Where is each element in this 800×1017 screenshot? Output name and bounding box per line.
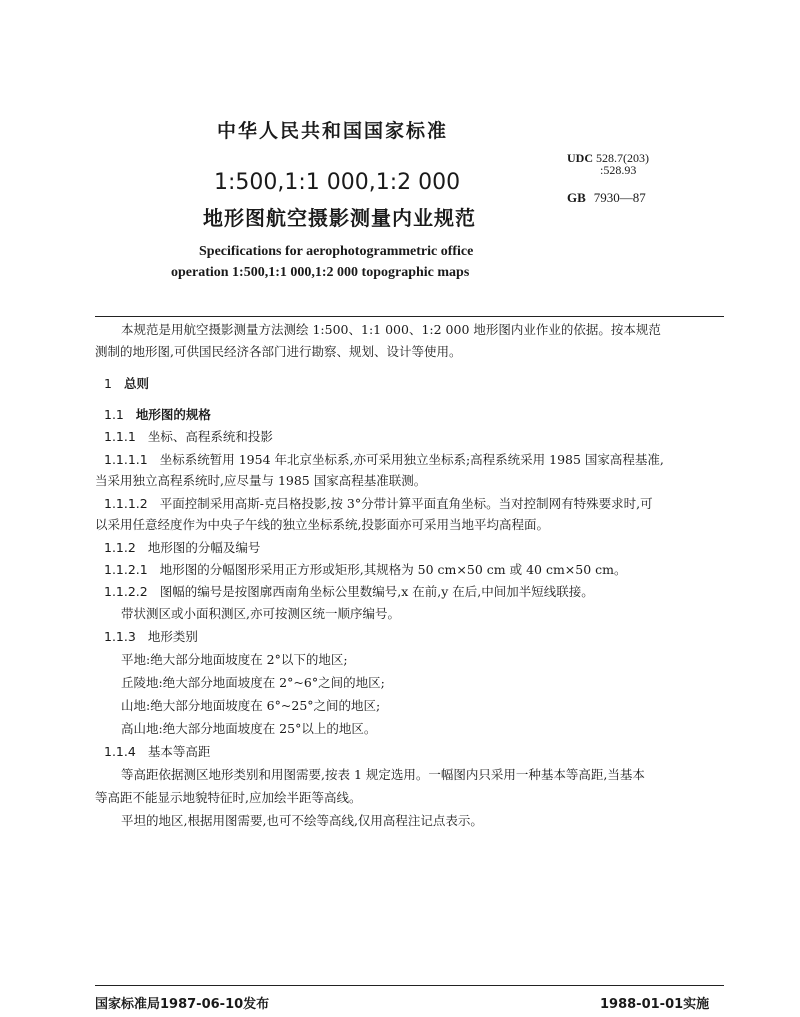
section-1-1-4-heading: [104, 742, 210, 760]
implementation-date: 1988-01-01实施: [600, 997, 710, 1012]
section-number: 1: [104, 376, 112, 391]
terrain-type-item: 山地:绝大部分地面坡度在 6°~25°之间的地区;: [121, 698, 381, 713]
section-title: 地形类别: [147, 629, 198, 644]
section-number: 1.1.3: [104, 629, 136, 644]
clause-1-1-2-2-line2: 带状测区或小面积测区,亦可按测区统一顺序编号。: [121, 606, 400, 621]
clause-1-1-1-1-line2: 当采用独立高程系统时,应尽量与 1985 国家高程基准联测。: [95, 473, 427, 488]
issue-date: 国家标准局1987-06-10发布: [95, 997, 270, 1012]
intro-line1: 本规范是用航空摄影测量方法测绘 1:500、1:1 000、1:2 000 地形图内业作业的依据。按本规范: [121, 322, 661, 337]
header-divider: [95, 316, 724, 317]
section-1-1-heading: [104, 405, 211, 423]
clause-1-1-1-2: [104, 494, 653, 512]
section-title: 地形图的规格: [135, 407, 211, 422]
clause-1-1-2-1: [104, 560, 627, 578]
clause-number: 1.1.2.2: [104, 584, 148, 599]
gb-number: 7930—87: [593, 190, 646, 205]
clause-number: 1.1.1.1: [104, 452, 148, 467]
clause-1-1-1-2-line2: 以采用任意经度作为中央子午线的独立坐标系统,投影面亦可采用当地平均高程面。: [95, 517, 549, 532]
issuing-authority-title: 中华人民共和国国家标准: [217, 120, 449, 142]
scale-title: 1:500,1:1 000,1:2 000: [214, 170, 461, 195]
contour-interval-line3: 平坦的地区,根据用图需要,也可不绘等高线,仅用高程注记点表示。: [121, 813, 483, 828]
clause-number: 1.1.2.1: [104, 562, 148, 577]
section-1-1-3-heading: [104, 627, 198, 645]
footer-divider: [95, 985, 724, 986]
gb-label: GB: [567, 190, 586, 205]
udc-value-line2: :528.93: [600, 163, 637, 177]
document-title-chinese: 地形图航空摄影测量内业规范: [203, 206, 476, 230]
section-1-1-2-heading: [104, 538, 260, 556]
section-number: 1.1.2: [104, 540, 136, 555]
clause-1-1-1-1: [104, 450, 664, 468]
clause-text-line1: 图幅的编号是按图廓西南角坐标公里数编号,x 在前,y 在后,中间加半短线联接。: [159, 584, 594, 599]
contour-interval-line2: 等高距不能显示地貌特征时,应加绘半距等高线。: [95, 790, 362, 805]
clause-number: 1.1.1.2: [104, 496, 148, 511]
udc-value-line1: 528.7(203): [596, 151, 649, 165]
clause-text-line1: 地形图的分幅图形采用正方形或矩形,其规格为 50 cm×50 cm 或 40 cm×50 cm。: [159, 562, 627, 577]
section-title: 坐标、高程系统和投影: [147, 429, 273, 444]
clause-text-line1: 坐标系统暂用 1954 年北京坐标系,亦可采用独立坐标系;高程系统采用 1985 国家高程基准,: [159, 452, 664, 467]
section-title: 基本等高距: [147, 744, 211, 759]
section-number: 1.1.4: [104, 744, 136, 759]
document-title-english-line1: Specifications for aerophotogrammetric office: [199, 244, 474, 259]
terrain-type-item: 平地:绝大部分地面坡度在 2°以下的地区;: [121, 652, 348, 667]
section-1-heading: [104, 374, 149, 392]
section-number: 1.1.1: [104, 429, 136, 444]
section-title: 总则: [123, 376, 149, 391]
terrain-type-item: 丘陵地:绝大部分地面坡度在 2°~6°之间的地区;: [121, 675, 385, 690]
clause-text-line1: 平面控制采用高斯-克吕格投影,按 3°分带计算平面直角坐标。当对控制网有特殊要求时,可: [159, 496, 653, 511]
terrain-type-item: 高山地:绝大部分地面坡度在 25°以上的地区。: [121, 721, 377, 736]
clause-1-1-2-2: [104, 582, 594, 600]
contour-interval-line1: 等高距依据测区地形类别和用图需要,按表 1 规定选用。一幅图内只采用一种基本等高距,当基本: [121, 767, 645, 782]
document-title-english-line2: operation 1:500,1:1 000,1:2 000 topographic maps: [171, 265, 470, 280]
intro-line2: 测制的地形图,可供国民经济各部门进行勘察、规划、设计等使用。: [95, 344, 462, 359]
gb-standard-number: [567, 190, 646, 206]
section-title: 地形图的分幅及编号: [147, 540, 261, 555]
section-1-1-1-heading: [104, 427, 273, 445]
udc-label: UDC: [567, 151, 593, 165]
section-number: 1.1: [104, 407, 124, 422]
